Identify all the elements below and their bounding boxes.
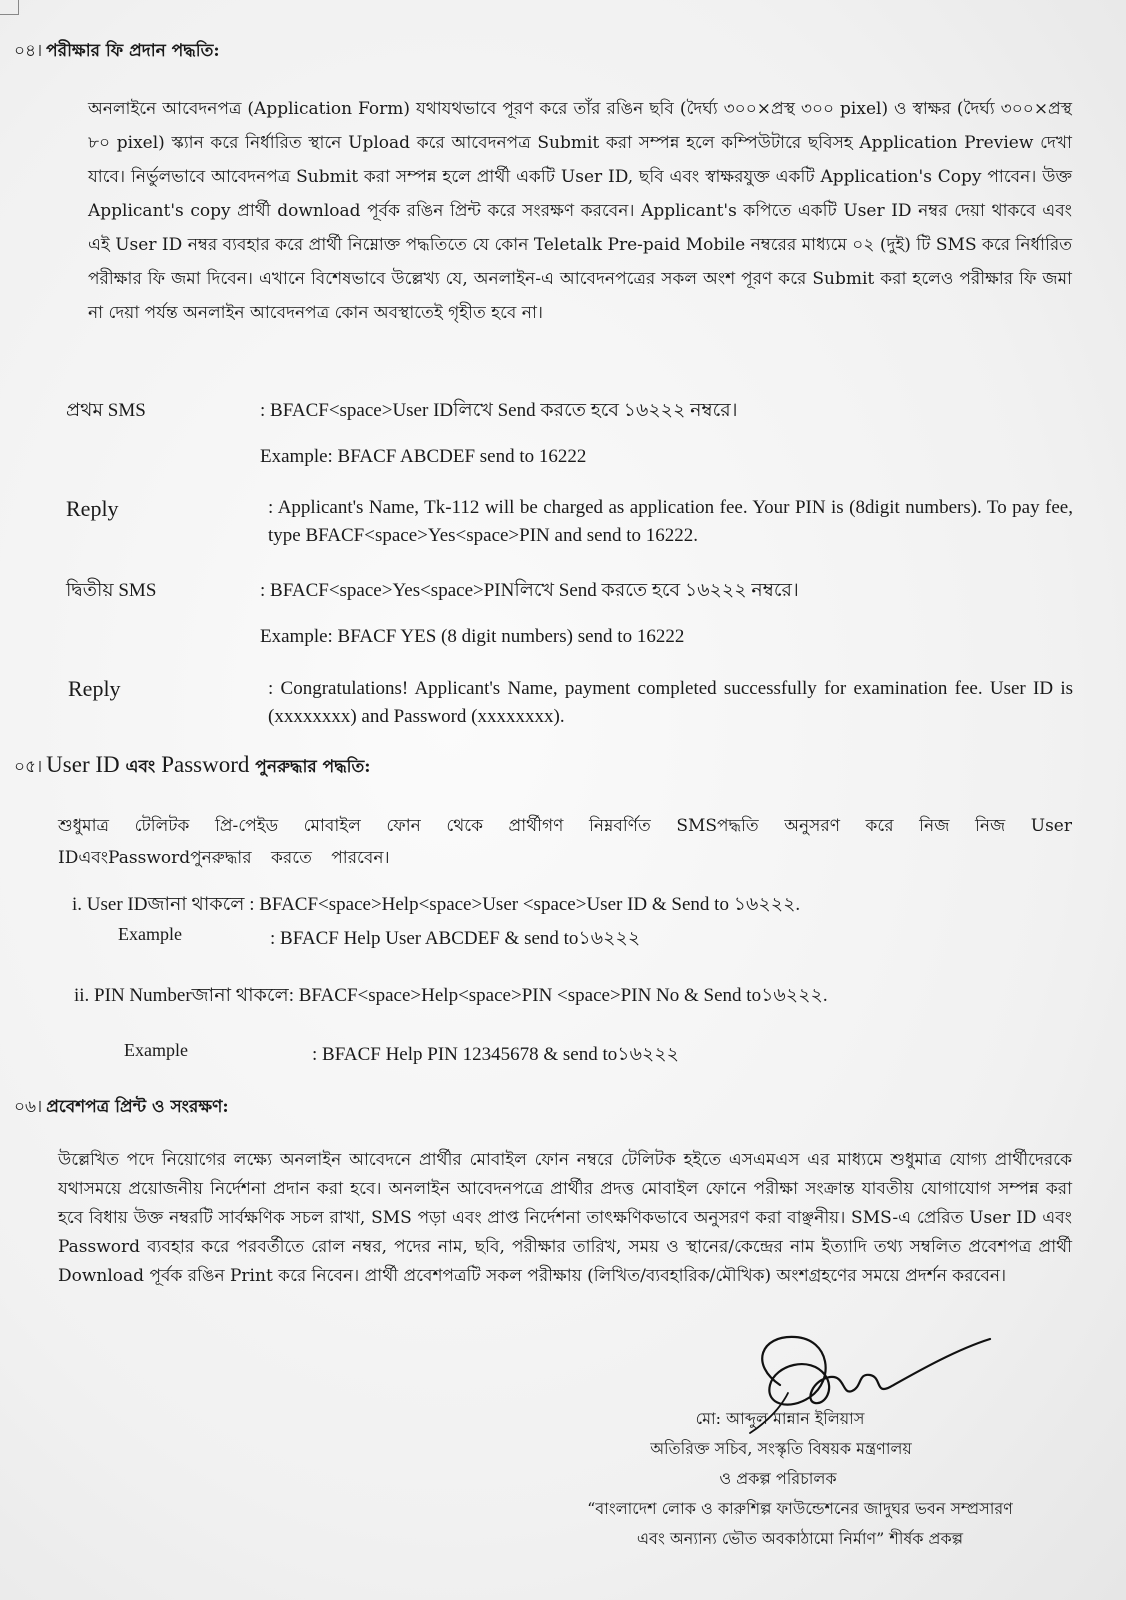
- section-5-title-rest: পুনরুদ্ধার পদ্ধতি:: [249, 757, 371, 777]
- project-name-line-2: এবং অন্যান্য ভৌত অবকাঠামো নির্মাণ” শীর্ষক প্রকল্প: [636, 1529, 964, 1548]
- sms2-text: : BFACF<space>Yes<space>PINলিখে Send করতে হবে ১৬২২২ নম্বরে।: [260, 580, 799, 601]
- section-4-paragraph: অনলাইনে আবেদনপত্র (Application Form) যথাযথভাবে পূরণ করে তাঁর রঙিন ছবি (দৈর্ঘ্য ৩০০×প্রস্থ ৩০০ pixel) ও স্বাক্ষর (দৈর্ঘ্য ৩০০×প্রস্থ ৮০ pixel) স্ক্যান করে নির্ধারিত স্থানে Upload করে আবেদনপত্র Submit করা সম্পন্ন হলে কম্পিউটারে ছবিসহ Application Preview দেখা যাবে। নির্ভুলভাবে আবেদনপত্র Submit করা সম্পন্ন হলে প্রার্থী একটি User ID, ছবি এবং স্বাক্ষরযুক্ত একটি Application's Copy পাবেন। উক্ত Applicant's copy প্রার্থী download পূর্বক রঙিন প্রিন্ট করে সংরক্ষণ করবেন। Applicant's কপিতে একটি User ID নম্বর দেয়া থাকবে এবং এই User ID নম্বর ব্যবহার করে প্রার্থী নিম্নোক্ত পদ্ধতিতে যে কোন Teletalk Pre-paid Mobile নম্বরের মাধ্যমে ০২ (দুই) টি SMS করে নির্ধারিত পরীক্ষার ফি জমা দিবেন। এখানে বিশেষভাবে উল্লেখ্য যে, অনলাইন-এ আবেদনপত্রের সকল অংশ পূরণ করে Submit করা হলেও পরীক্ষার ফি জমা না দেয়া পর্যন্ত অনলাইন আবেদনপত্র কোন অবস্থাতেই গৃহীত হবে না।: [88, 99, 1072, 323]
- recovery-item-1-example-label: Example: [118, 924, 182, 944]
- recovery-item-2: ii. PIN Numberজানা থাকলে: BFACF<space>Help<space>PIN <space>PIN No & Send to১৬২২২.: [74, 985, 828, 1006]
- sms2-example: Example: BFACF YES (8 digit numbers) send to 16222: [260, 626, 685, 647]
- signatory-designation-1: অতিরিক্ত সচিব, সংস্কৃতি বিষয়ক মন্ত্রণালয়: [650, 1439, 912, 1458]
- sms1-label: প্রথম SMS: [66, 400, 146, 421]
- section-5-title-and: এবং: [119, 757, 162, 777]
- signatory-block: [520, 1404, 1080, 1554]
- reply2-label: Reply: [68, 676, 121, 701]
- section-5-number: ০৫।: [14, 757, 43, 777]
- sms2-label: দ্বিতীয় SMS: [66, 580, 157, 601]
- signatory-name: মো: আব্দুল মান্নান ইলিয়াস: [695, 1409, 865, 1428]
- section-5-heading: [14, 752, 371, 782]
- section-6-title: প্রবেশপত্র প্রিন্ট ও সংরক্ষণ:: [46, 1097, 229, 1117]
- section-6-heading: [14, 1094, 229, 1122]
- section-4-number: ০৪।: [14, 41, 43, 61]
- section-6-paragraph: উল্লেখিত পদে নিয়োগের লক্ষ্যে অনলাইন আবেদনে প্রার্থীর মোবাইল ফোন নম্বরে টেলিটক হইতে এসএমএস এর মাধ্যমে শুধুমাত্র যোগ্য প্রার্থীদেরকে যথাসময়ে প্রয়োজনীয় নির্দেশনা প্রদান করা হবে। অনলাইন আবেদনপত্রে প্রার্থীর প্রদত্ত মোবাইল ফোনে পরীক্ষা সংক্রান্ত যাবতীয় যোগাযোগ সম্পন্ন করা হবে বিধায় উক্ত নম্বরটি সার্বক্ষণিক সচল রাখা, SMS পড়া এবং প্রাপ্ত নির্দেশনা তাৎক্ষণিকভাবে অনুসরণ করা বাঞ্ছনীয়। SMS-এ প্রেরিত User ID এবং Password ব্যবহার করে পরবর্তীতে রোল নম্বর, পদের নাম, ছবি, পরীক্ষার তারিখ, সময় ও স্থানের/কেন্দ্রের নাম ইত্যাদি তথ্য সম্বলিত প্রবেশপত্র প্রার্থী Download পূর্বক রঙিন Print করে নিবেন। প্রার্থী প্রবেশপত্রটি সকল পরীক্ষায় (লিখিত/ব্যবহারিক/মৌখিক) অংশগ্রহণের সময়ে প্রদর্শন করবেন।: [58, 1150, 1072, 1286]
- section-4-heading: [14, 38, 220, 66]
- reply2-text: : Congratulations! Applicant's Name, payment completed successfully for examination fee. User ID is (xxxxxxxx) and Password (xxxxxxxx).: [268, 678, 1073, 727]
- corner-mark: [0, 0, 19, 15]
- recovery-item-1-example: : BFACF Help User ABCDEF & send to১৬২২২: [270, 928, 641, 949]
- sms1-text: : BFACF<space>User IDলিখে Send করতে হবে ১৬২২২ নম্বরে।: [260, 400, 738, 421]
- section-5-paragraph: শুধুমাত্র টেলিটক প্রি-পেইড মোবাইল ফোন থেকে প্রার্থীগণ নিম্নবর্ণিত SMSপদ্ধতি অনুসরণ করে নিজ নিজ User IDএবংPasswordপুনরুদ্ধার করতে পারবেন।: [58, 816, 1072, 868]
- project-name-line-1: “বাংলাদেশ লোক ও কারুশিল্প ফাউন্ডেশনের জাদুঘর ভবন সম্প্রসারণ: [587, 1499, 1013, 1518]
- recovery-item-1: i. User IDজানা থাকলে : BFACF<space>Help<space>User <space>User ID & Send to ১৬২২২.: [72, 894, 801, 915]
- reply1-label: Reply: [66, 496, 119, 521]
- section-5-title-userid: User ID: [46, 752, 120, 777]
- reply1-text: : Applicant's Name, Tk-112 will be charged as application fee. Your PIN is (8digit numbers). To pay fee, type BFACF<space>Yes<space>PIN and send to 16222.: [268, 497, 1073, 546]
- section-6-number: ০৬।: [14, 1097, 43, 1117]
- signatory-designation-2: ও প্রকল্প পরিচালক: [719, 1469, 837, 1488]
- recovery-item-2-example-label: Example: [124, 1040, 188, 1060]
- sms1-example: Example: BFACF ABCDEF send to 16222: [260, 446, 587, 467]
- recovery-item-2-example: : BFACF Help PIN 12345678 & send to১৬২২২: [312, 1044, 679, 1065]
- section-5-title-password: Password: [161, 752, 250, 777]
- section-4-title: পরীক্ষার ফি প্রদান পদ্ধতি:: [46, 41, 220, 61]
